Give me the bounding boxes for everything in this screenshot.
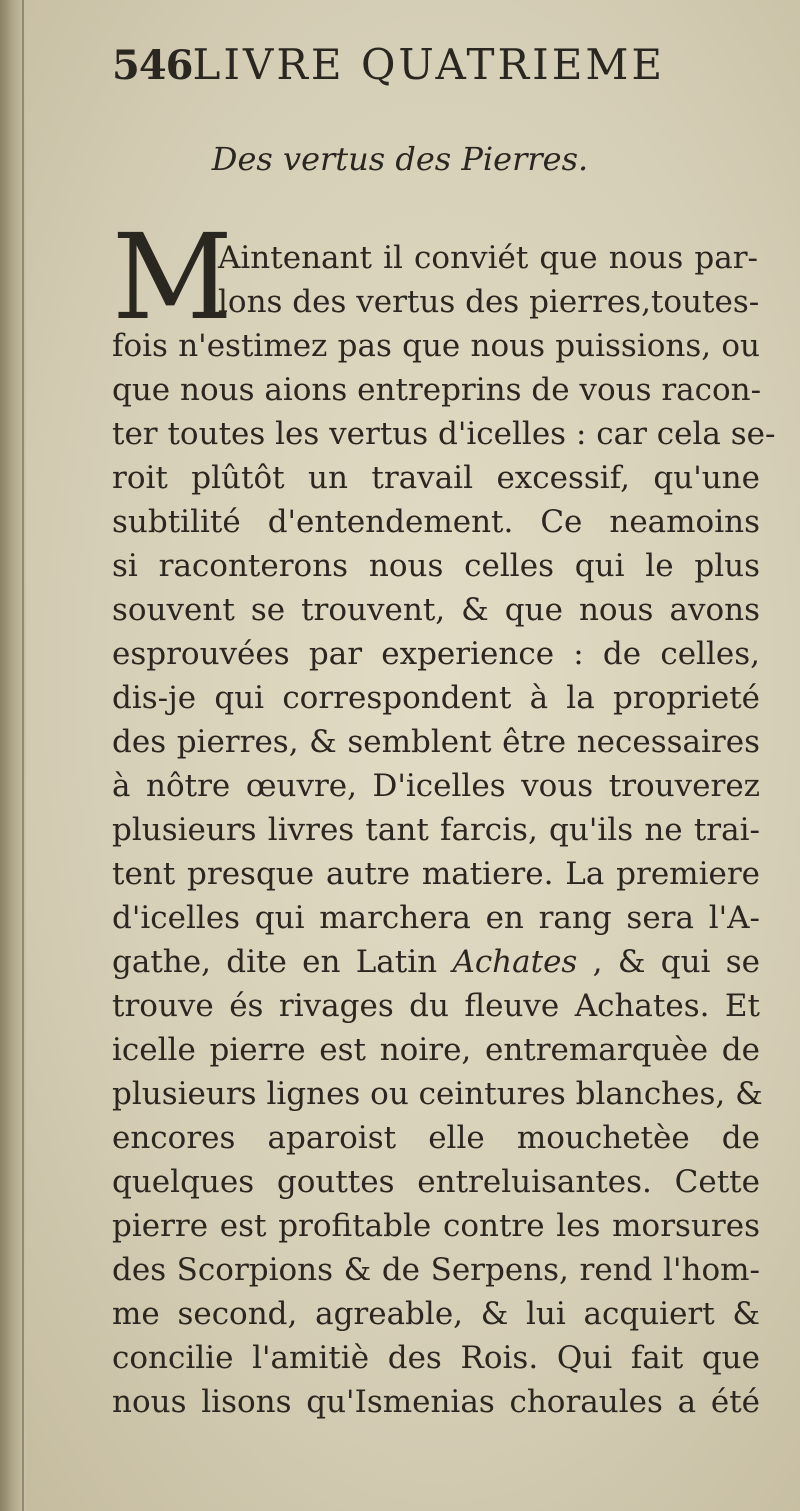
running-head: LIVRE QUATRIEME [192, 40, 666, 89]
text-line: encores aparoist elle mouchetèe de [112, 1120, 760, 1156]
page-header [112, 40, 732, 100]
text-line: des Scorpions & de Serpens, rend l'hom- [112, 1252, 760, 1288]
text-segment: , & qui se [592, 944, 760, 980]
text-line: concilie l'amitiè des Rois. Qui fait que [112, 1340, 760, 1376]
text-line: nous lisons qu'Ismenias choraules a été [112, 1384, 760, 1420]
text-line: si raconterons nous celles qui le plus [112, 548, 760, 584]
text-segment: gathe, dite en Latin [112, 944, 438, 980]
text-line: quelques gouttes entreluisantes. Cette [112, 1164, 760, 1200]
section-title: Des vertus des Pierres. [211, 140, 589, 178]
page-number: 546 [112, 42, 193, 89]
latin-term: Achates [452, 944, 578, 980]
text-line: lons des vertus des pierres,toutes- [218, 284, 760, 320]
text-line: esprouvées par experience : de celles, [112, 636, 760, 672]
text-line: icelle pierre est noire, entremarquèe de [112, 1032, 760, 1068]
text-line: des pierres, & semblent être necessaires [112, 724, 760, 760]
text-line: me second, agreable, & lui acquiert & [112, 1296, 760, 1332]
text-line: fois n'estimez pas que nous puissions, ou [112, 328, 760, 364]
text-line: ter toutes les vertus d'icelles : car cela se- [112, 416, 776, 452]
text-line: que nous aions entreprins de vous racon- [112, 372, 762, 408]
text-line: dis-je qui correspondent à la proprieté [112, 680, 760, 716]
text-line: à nôtre œuvre, D'icelles vous trouverez [112, 768, 760, 804]
text-line: plusieurs livres tant farcis, qu'ils ne trai- [112, 812, 760, 848]
text-line: plusieurs lignes ou ceintures blanches, & [112, 1076, 763, 1112]
text-line: trouve és rivages du fleuve Achates. Et [112, 988, 760, 1024]
text-line: subtilité d'entendement. Ce neamoins [112, 504, 760, 540]
text-line: roit plûtôt un travail excessif, qu'une [112, 460, 760, 496]
drop-cap: M [112, 208, 233, 346]
text-line: tent presque autre matiere. La premiere [112, 856, 760, 892]
text-line: souvent se trouvent, & que nous avons [112, 592, 760, 628]
text-line [112, 940, 760, 984]
text-line: pierre est profitable contre les morsures [112, 1208, 760, 1244]
gutter-edge [22, 0, 24, 1511]
text-line: d'icelles qui marchera en rang sera l'A- [112, 900, 760, 936]
text-line: Aintenant il conviét que nous par- [218, 240, 758, 276]
